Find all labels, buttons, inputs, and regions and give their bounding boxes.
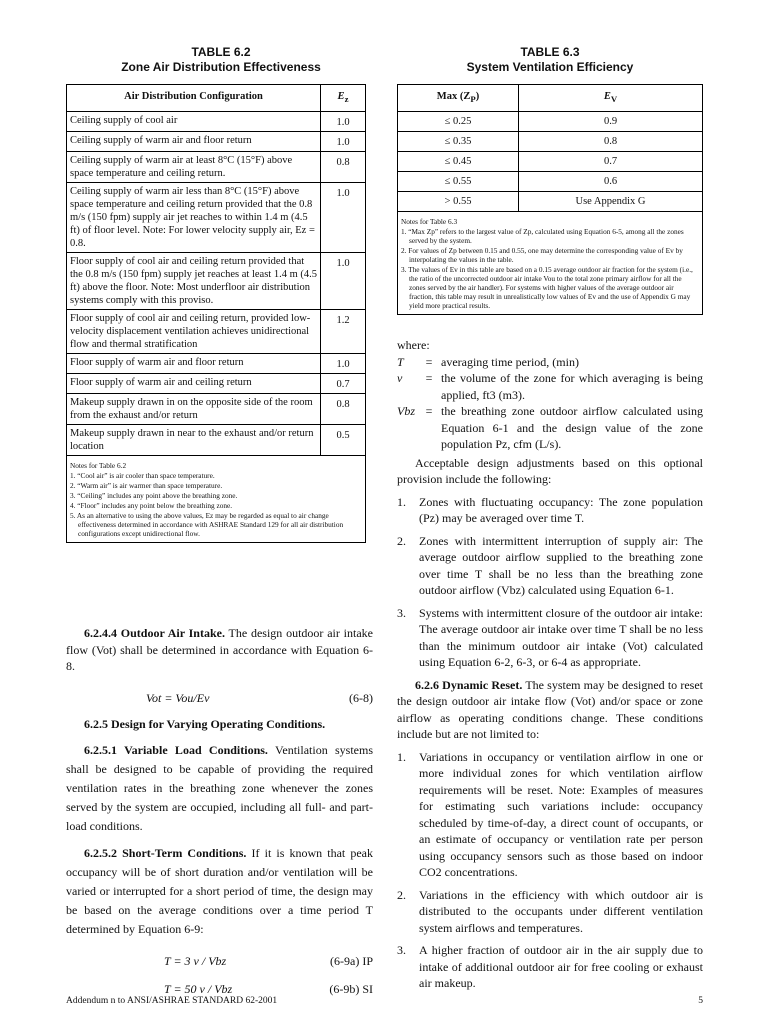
ev-value-cell: 0.9 (519, 112, 703, 132)
config-cell: Ceiling supply of warm air less than 8°C (15°F) above space temperature and ceiling return provided that the 0.8 m/s (150 fpm) supply air jet reaches to within 1.4 m (4.5 ft) of floor level. Note: For lower velocity supply air, Ez = 0.8. (67, 183, 321, 253)
list-text: Zones with fluctuating occupancy: The zone population (Pz) may be averaged over time T. (419, 494, 703, 525)
reset-condition-item (397, 887, 703, 937)
left-column (66, 625, 373, 998)
table-row (67, 354, 366, 374)
max-zp-label: Max (Z (436, 91, 471, 102)
column-header-configuration: Air Distribution Configuration (67, 85, 321, 112)
page-footer (66, 996, 703, 1006)
table-header-row (398, 85, 703, 112)
reset-conditions-list (397, 749, 703, 992)
adjustment-item (397, 605, 703, 671)
config-cell: Floor supply of cool air and ceiling return provided that the 0.8 m/s (150 fpm) supply jet reaches at least 1.4 m (4.5 ft) above the floor. Note: Most underfloor air distribution systems comply with this proviso. (67, 253, 321, 310)
section-6-2-5-1-body: Ventilation systems shall be designed to be capable of providing the required ventilation rates in the breathing zone whenever the zones served by the system are occupied, including all full- and part-load conditions. (66, 742, 373, 833)
table-6-2-body (67, 112, 366, 456)
table-6-3-title: System Ventilation Efficiency (466, 60, 634, 74)
equation-6-9a-formula: T = 3 v / Vbz (164, 953, 227, 968)
footer-standard-name: Addendum n to ANSI/ASHRAE STANDARD 62-2001 (66, 996, 278, 1006)
table-row (67, 310, 366, 354)
note-item: 4. “Floor” includes any point below the breathing zone. (70, 501, 233, 511)
ev-symbol: E (603, 91, 611, 102)
ez-subscript: z (344, 94, 349, 105)
table-row (67, 132, 366, 152)
config-cell: Ceiling supply of warm air and floor return (67, 132, 321, 152)
ez-value-cell: 0.7 (321, 374, 366, 394)
definition-item (397, 354, 703, 371)
section-6-2-5-2-body: If it is known that peak occupancy will be of short duration and/or ventilation will be varied or interrupted for a short period of time, the design may be based on the average conditions over a time period T determined by Equation 6-9: (66, 845, 374, 936)
list-text: Zones with intermittent interruption of supply air: The average outdoor airflow supplied to the breathing zone over time T shall be no less than the breathing zone outdoor airflow (Vbz) calculated using Equation 6-1. (419, 533, 703, 597)
table-row (67, 374, 366, 394)
adjustment-item (397, 533, 703, 599)
table-6-2-title: Zone Air Distribution Effectiveness (121, 60, 321, 74)
where-label: where: (397, 338, 430, 352)
table-row (398, 112, 703, 132)
table-row (398, 192, 703, 212)
note-item: 1. “Max Zp” refers to the largest value of Zp, calculated using Equation 6-5, among all the zones served by the system. (401, 227, 684, 246)
ez-value-cell: 1.0 (321, 112, 366, 132)
equation-6-9a-number: (6-9a) IP (330, 953, 373, 968)
table-6-2-number: TABLE 6.2 (191, 45, 251, 59)
table-6-3-body (398, 112, 703, 212)
ez-value-cell: 1.0 (321, 132, 366, 152)
config-cell: Floor supply of warm air and ceiling return (67, 374, 321, 394)
note-item: 5. As an alternative to using the above values, Ez may be regarded as equal to air change effectiveness determined in accordance with ASHRAE Standard 129 for all air distribution configurations except unidirectional flow. (70, 511, 344, 539)
adjustments-list (397, 494, 703, 671)
reset-condition-item (397, 942, 703, 992)
table-6-3-number: TABLE 6.3 (520, 45, 580, 59)
note-item: 3. The values of Ev in this table are based on a 0.15 average outdoor air fraction for the system (i.e., the ratio of the uncorrected outdoor air intake Vou to the total zone primary airflow for all the zones served by the air handler). For systems with higher values of the average outdoor air fraction, this table may result in unrealistically low values of Ev and the use of Appendix G may yield more practical results. (401, 265, 693, 311)
table-row (398, 152, 703, 172)
adjust-intro: Acceptable design adjustments based on this optional provision include the following: (397, 455, 703, 486)
definition-text: the breathing zone outdoor airflow calculated using Equation 6-1 and the design value of the zone population Pz, cfm (L/s). (441, 404, 703, 451)
equation-6-9b-number: (6-9b) SI (329, 982, 373, 996)
section-6-2-5-2 (66, 844, 373, 939)
section-6-2-5-heading: 6.2.5 Design for Varying Operating Conditions. (84, 717, 326, 731)
ev-value-cell: 0.7 (519, 152, 703, 172)
section-6-2-4-4-body: The design outdoor air intake flow (Vot) shall be determined in accordance with Equation 6-8. (66, 626, 373, 673)
config-cell: Makeup supply drawn in near to the exhaust and/or return location (67, 425, 321, 456)
ez-value-cell: 0.5 (321, 425, 366, 456)
list-text: Systems with intermittent closure of the outdoor air intake: The average outdoor air intake over time T shall be no less than the minimum outdoor air intake (Vot) calculated using Equation 6-2, 6-3, or 6-4 as appropriate. (419, 605, 703, 669)
ez-value-cell: 1.0 (321, 354, 366, 374)
adjustment-item (397, 494, 703, 527)
table-row (67, 112, 366, 132)
table-6-2-notes (67, 456, 366, 543)
list-number: 2. (397, 533, 406, 548)
list-text: Variations in the efficiency with which outdoor air is distributed to the occupants under different ventilation system airflows and temperatures. (419, 887, 703, 935)
definitions-list (397, 354, 703, 453)
table-row (67, 253, 366, 310)
note-item: 1. “Cool air” is air cooler than space temperature. (70, 471, 215, 481)
definition-item (397, 403, 703, 453)
section-6-2-4-4-heading: 6.2.4.4 Outdoor Air Intake. (84, 626, 225, 640)
definition-symbol: T (397, 354, 404, 369)
notes-title: Notes for Table 6.3 (401, 217, 458, 227)
max-zp-cell: ≤ 0.45 (398, 152, 519, 172)
note-item: 2. For values of Zp between 0.15 and 0.55, one may determine the corresponding value of Ev by interpolating the values in the table. (401, 246, 683, 265)
equation-6-8-number: (6-8) (349, 690, 373, 705)
definition-text: averaging time period, (min) (441, 354, 579, 369)
table-6-2 (66, 84, 366, 543)
table-row (67, 152, 366, 183)
ev-value-cell: 0.6 (519, 172, 703, 192)
definition-text: the volume of the zone for which averaging is being applied, ft3 (m3). (441, 371, 703, 402)
column-header-ez (321, 85, 366, 112)
ez-symbol: E (337, 91, 345, 102)
zp-subscript: P (470, 94, 476, 105)
section-6-2-6 (397, 677, 703, 743)
table-6-3-notes (398, 212, 703, 315)
table-6-3 (397, 84, 703, 315)
definition-equals: = (425, 354, 433, 369)
max-zp-cell: ≤ 0.25 (398, 112, 519, 132)
section-6-2-5-1-heading: 6.2.5.1 Variable Load Conditions. (84, 742, 268, 757)
max-zp-paren: ) (475, 91, 480, 102)
section-6-2-5 (66, 716, 373, 733)
ez-value-cell: 1.2 (321, 310, 366, 354)
list-text: A higher fraction of outdoor air in the air supply due to intake of additional outdoor air for free cooling or exhaust air makeup. (419, 943, 703, 990)
right-column (397, 337, 703, 992)
definition-equals: = (425, 371, 433, 385)
config-cell: Floor supply of cool air and ceiling return, provided low-velocity displacement ventilation achieves unidirectional flow and thermal stratification (67, 310, 321, 354)
ez-value-cell: 1.0 (321, 183, 366, 253)
max-zp-cell: ≤ 0.55 (398, 172, 519, 192)
section-6-2-5-1 (66, 741, 373, 836)
config-cell: Ceiling supply of cool air (67, 112, 321, 132)
table-6-3-caption (397, 45, 703, 75)
ev-value-cell: Use Appendix G (519, 192, 703, 212)
section-6-2-6-heading: 6.2.6 Dynamic Reset. (415, 677, 523, 692)
table-row (398, 172, 703, 192)
max-zp-cell: ≤ 0.35 (398, 132, 519, 152)
table-row (67, 425, 366, 456)
list-number: 3. (397, 943, 406, 957)
ev-subscript: V (610, 94, 618, 105)
definition-symbol: Vbz (397, 404, 415, 418)
list-number: 1. (397, 494, 406, 509)
list-number: 2. (397, 887, 406, 902)
note-item: 3. “Ceiling” includes any point above the breathing zone. (70, 491, 238, 501)
definition-symbol: v (397, 371, 403, 385)
section-6-2-5-2-heading: 6.2.5.2 Short-Term Conditions. (84, 845, 247, 860)
table-6-2-caption (66, 45, 376, 75)
table-header-row (67, 85, 366, 112)
reset-condition-item (397, 749, 703, 881)
column-header-max-zp (398, 85, 519, 112)
equation-6-8-formula: Vot = Vou/Ev (146, 690, 210, 705)
config-cell: Makeup supply drawn in on the opposite side of the room from the exhaust and/or return (67, 394, 321, 425)
ez-value-cell: 0.8 (321, 152, 366, 183)
equation-6-8 (146, 690, 373, 707)
table-row (398, 132, 703, 152)
column-header-ev (519, 85, 703, 112)
note-item: 2. “Warm air” is air warmer than space temperature. (70, 481, 223, 491)
ez-value-cell: 1.0 (321, 253, 366, 310)
max-zp-cell: > 0.55 (398, 192, 519, 212)
table-row (67, 183, 366, 253)
ez-value-cell: 0.8 (321, 394, 366, 425)
list-number: 1. (397, 749, 406, 764)
equation-6-9b-formula: T = 50 v / Vbz (164, 982, 233, 996)
ev-value-cell: 0.8 (519, 132, 703, 152)
list-number: 3. (397, 605, 406, 620)
list-text: Variations in occupancy or ventilation airflow in one or more individual zones for which ventilation airflow requirements will be reset. Note: Examples of measures for estimating such variations include: occupancy scheduled by time-of-day, a direct count of occupants, or an estimate of occupancy or ventilation rate per person using occupancy sensors such as those based on indoor CO2 concentrations. (419, 749, 703, 879)
section-6-2-4-4 (66, 625, 373, 675)
config-cell: Floor supply of warm air and floor return (67, 354, 321, 374)
definition-equals: = (425, 404, 433, 418)
config-cell: Ceiling supply of warm air at least 8°C (15°F) above space temperature and ceiling return. (67, 152, 321, 183)
definition-item (397, 370, 703, 403)
table-row (67, 394, 366, 425)
equation-6-9a (164, 953, 373, 970)
page-number: 5 (698, 996, 703, 1006)
section-6-2-6-body: The system may be designed to reset the design outdoor air intake flow (Vot) and/or space or zone airflow as operating conditions change. These conditions include but are not limited to: (397, 677, 703, 741)
notes-title: Notes for Table 6.2 (70, 461, 127, 471)
